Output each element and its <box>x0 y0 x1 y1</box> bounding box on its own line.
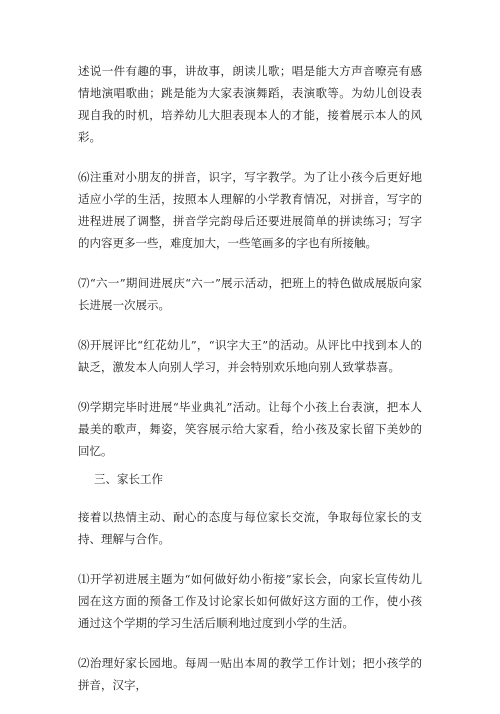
section-heading-parent-work: 三、家长工作 <box>94 472 163 486</box>
paragraph-item-2-parent-board: ⑵治理好家长园地。每周一贴出本周的教学工作计划；把小孩学的拼音，汉字， <box>78 656 422 692</box>
document-body <box>78 60 422 714</box>
paragraph-parent-communication: 接着以热情主动、耐心的态度与每位家长交流，争取每位家长的支持、理解与合作。 <box>78 510 422 546</box>
paragraph-item-9-graduation: ⑼学期完毕时进展“毕业典礼”活动。让每个小孩上台表演，把本人最美的歌声，舞姿，笑容展示给大家看，给小孩及家长留下美妙的回忆。 <box>78 400 422 458</box>
paragraph-item-7-children-day: ⑺“六一”期间进展庆“六一”展示活动，把班上的特色做成展版向家长进展一次展示。 <box>78 276 422 312</box>
paragraph-performance: 述说一件有趣的事，讲故事，朗读儿歌；唱是能大方声音嘹亮有感情地演唱歌曲；跳是能为大家表演舞蹈，表演歌等。为幼儿创设表现自我的时机，培养幼儿大胆表现本人的才能，接着展示本人的风彩。 <box>78 64 422 144</box>
paragraph-item-6-pinyin: ⑹注重对小朋友的拼音，识字，写字教学。为了让小孩今后更好地适应小学的生活，按照本人理解的小学教育情况，对拼音，写字的进程进展了调整，拼音学完韵母后还要进展简单的拼读练习；写字的内容更多一些，难度加大，一些笔画多的字也有所接触。 <box>78 170 422 250</box>
paragraph-item-8-evaluation: ⑻开展评比“红花幼儿”，“识字大王”的活动。从评比中找到本人的缺乏，激发本人向别人学习，并会特别欢乐地向别人致掌恭喜。 <box>78 338 422 374</box>
paragraph-item-1-parent-meeting: ⑴开学初进展主题为“如何做好幼小衔接”家长会，向家长宣传幼儿园在这方面的预备工作及讨论家长如何做好这方面的工作，使小孩通过这个学期的学习生活后顺利地过度到小学的生活。 <box>78 572 422 630</box>
